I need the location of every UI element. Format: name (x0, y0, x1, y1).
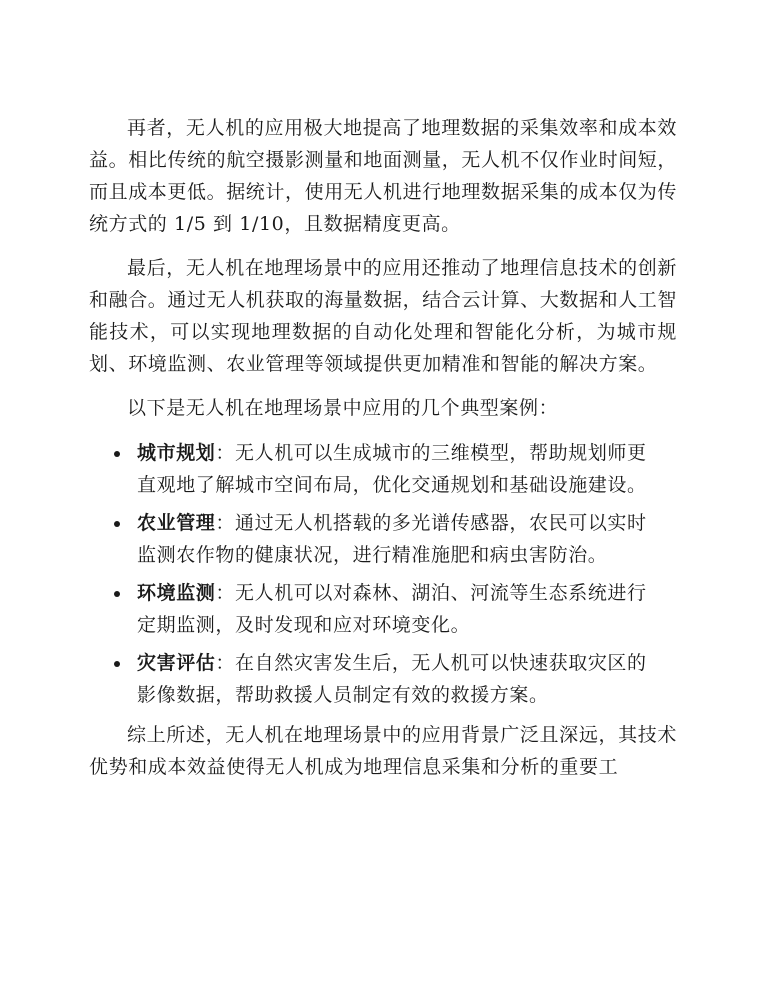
list-item (89, 647, 677, 711)
paragraph-case-intro: 以下是无人机在地理场景中应用的几个典型案例： (127, 397, 559, 419)
paragraph-conclusion: 综上所述，无人机在地理场景中的应用背景广泛且深远，其技术优势和成本效益使得无人机成为地理信息采集和分析的重要工 (89, 724, 677, 778)
case-term: 环境监测 (137, 582, 216, 604)
list-item (89, 507, 677, 571)
list-item (89, 437, 677, 501)
bullet-icon (114, 451, 120, 457)
case-description: 无人机可以生成城市的三维模型，帮助规划师更直观地了解城市空间布局，优化交通规划和基础设施建设。 (137, 442, 647, 496)
bullet-icon (114, 521, 120, 527)
case-separator: ： (215, 512, 236, 534)
paragraph-innovation: 最后，无人机在地理场景中的应用还推动了地理信息技术的创新和融合。通过无人机获取的海量数据，结合云计算、大数据和人工智能技术，可以实现地理数据的自动化处理和智能化分析，为城市规划、环境监测、农业管理等领域提供更加精准和智能的解决方案。 (89, 257, 678, 375)
bullet-icon (114, 661, 120, 667)
case-separator: ： (215, 652, 236, 674)
case-term: 城市规划 (137, 442, 216, 464)
case-term: 灾害评估 (137, 652, 216, 674)
case-description: 无人机可以对森林、湖泊、河流等生态系统进行定期监测，及时发现和应对环境变化。 (137, 582, 647, 636)
case-description: 在自然灾害发生后，无人机可以快速获取灾区的影像数据，帮助救援人员制定有效的救援方案。 (137, 652, 647, 706)
case-description: 通过无人机搭载的多光谱传感器，农民可以实时监测农作物的健康状况，进行精准施肥和病虫害防治。 (137, 512, 647, 566)
document-page (89, 112, 677, 795)
case-list (89, 437, 677, 711)
list-item (89, 577, 677, 641)
case-separator: ： (215, 442, 236, 464)
bullet-icon (114, 591, 120, 597)
case-separator: ： (215, 582, 236, 604)
case-term: 农业管理 (137, 512, 216, 534)
paragraph-efficiency: 再者，无人机的应用极大地提高了地理数据的采集效率和成本效益。相比传统的航空摄影测量和地面测量，无人机不仅作业时间短，而且成本更低。据统计，使用无人机进行地理数据采集的成本仅为传统方式的 1/5 到 1/10，且数据精度更高。 (89, 117, 678, 235)
